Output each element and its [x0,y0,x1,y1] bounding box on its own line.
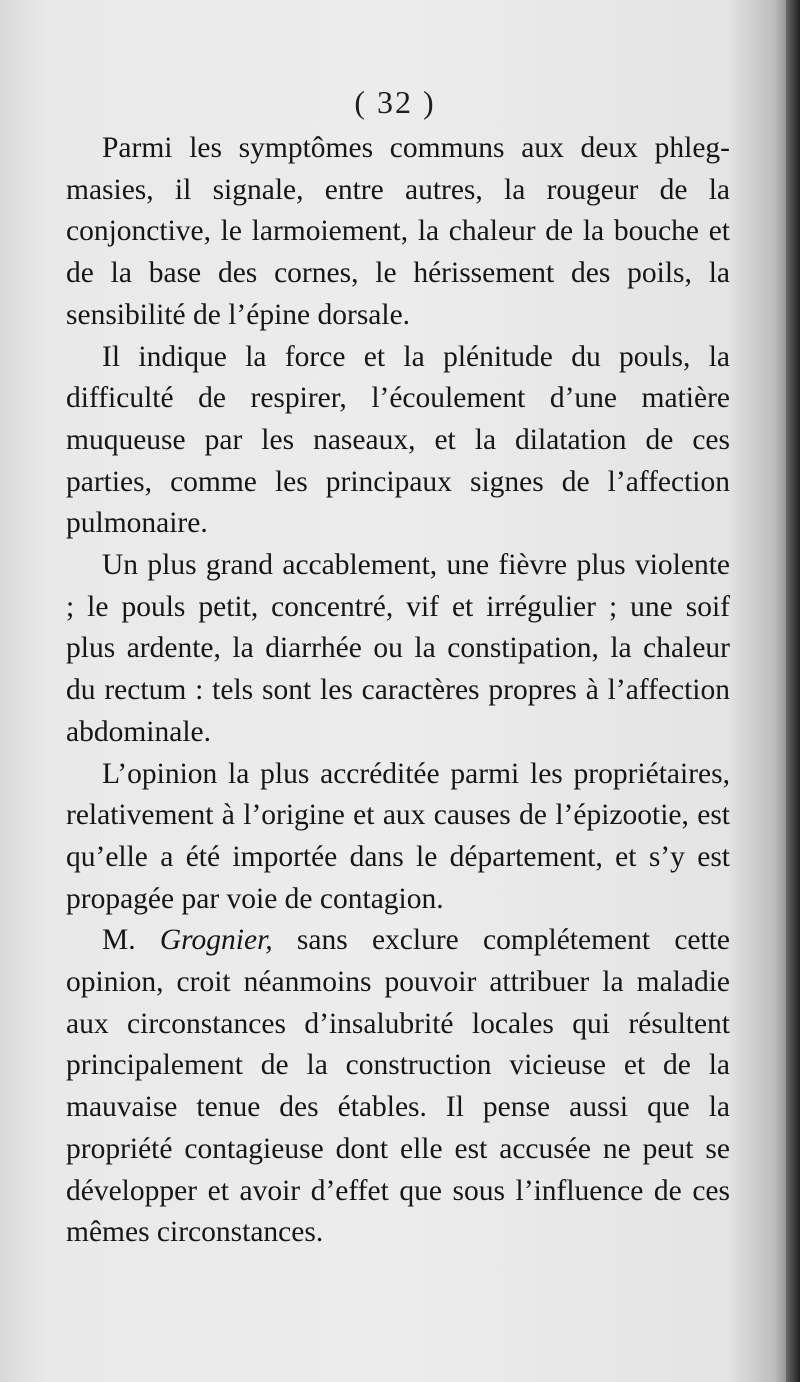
page-number: ( 32 ) [354,84,436,120]
book-spine-shadow [786,0,800,1382]
body-text [66,128,730,1254]
paragraph-3: Un plus grand accablement, une fièvre plus violente ; le pouls petit, concentré, vif et irrégulier ; une soif plus ardente, la diarrhée ou la constipation, la chaleur du rectum : tels sont les caractères propres à l’affection abdominale. [66,549,730,748]
paragraph-5 [66,920,730,1254]
paragraph-4: L’opinion la plus accréditée parmi les propriétaires, relativement à l’origine et aux causes de l’épizootie, est qu’elle a été importée dans le département, et s’y est propagée par voie de contagion. [66,757,730,915]
paragraph-5-text: sans exclure complétement cette opinion, croit néanmoins pouvoir attribuer la maladie aux circonstances d’insalubrité locales qui résultent principalement de la construction vicieuse et de la mauvaise tenue des étables. Il pense aussi que la propriété contagieuse dont elle est accusée ne peut se développer et avoir d’effet que sous l’influence de ces mêmes circonstances. [66,924,730,1249]
paragraph-5-prefix: M. [102,924,160,957]
paragraph-1: Parmi les symptômes communs aux deux phlegmasies, il signale, entre autres, la rougeur de la conjonctive, le larmoiement, la chaleur de la bouche et de la base des cornes, le hérissement des poils, la sensibilité de l’épine dorsale. [66,132,730,331]
paragraph-2: Il indique la force et la plénitude du pouls, la difficulté de respirer, l’écoulement d’une matière muqueuse par les naseaux, et la dilatation de ces parties, comme les principaux signes de l’affection pulmonaire. [66,340,730,540]
author-name: Grognier, [159,924,273,957]
